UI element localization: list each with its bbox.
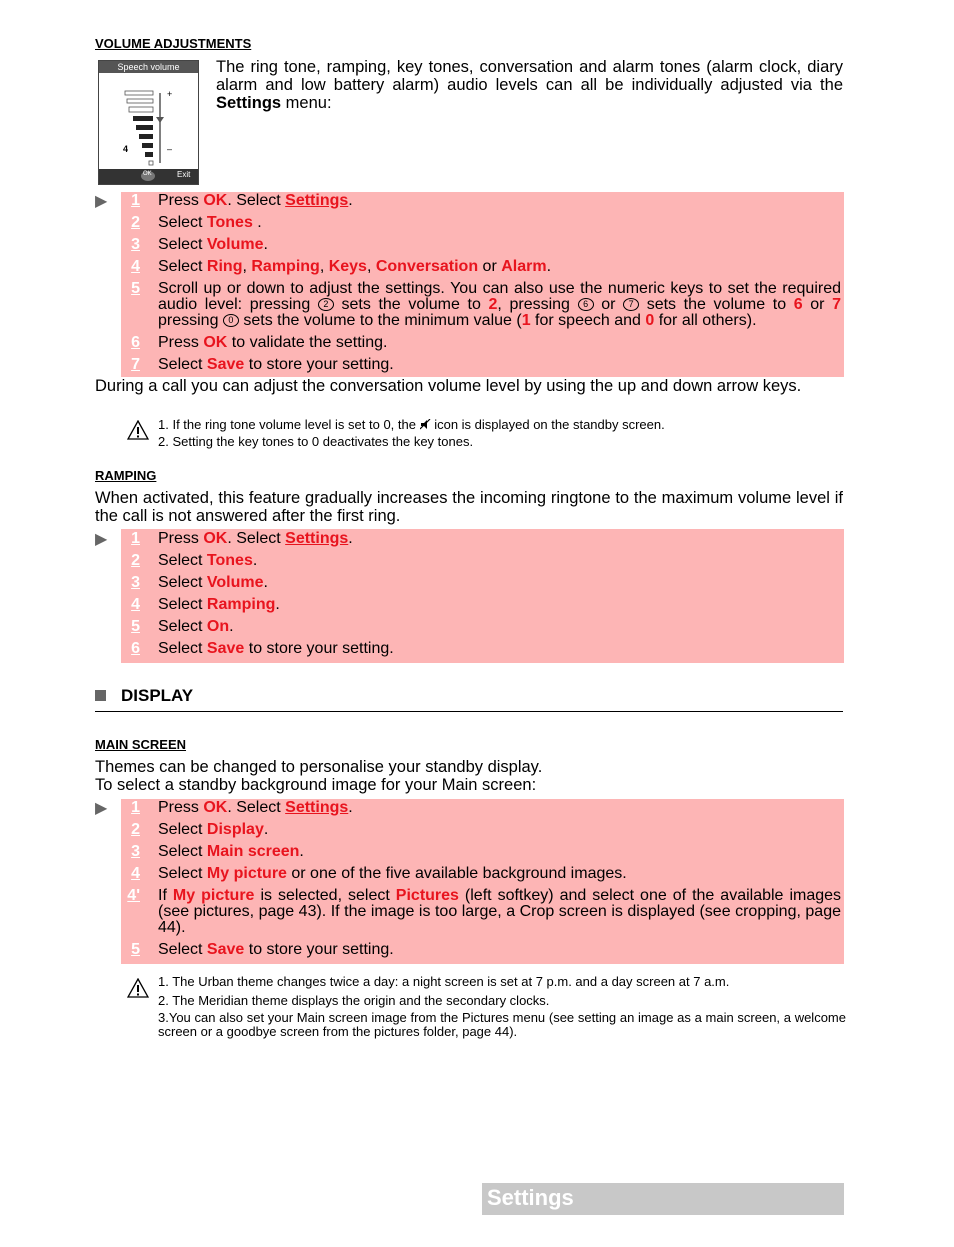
step-text: Select xyxy=(158,214,207,231)
step-text: or one of the five available background images. xyxy=(286,865,627,882)
ramping-section-title: RAMPING xyxy=(95,468,157,483)
step-text: Press xyxy=(158,530,204,547)
ramping-keyword: Ramping xyxy=(251,258,320,275)
value-1: 1 xyxy=(521,312,531,329)
display-note-2: 2. The Meridian theme displays the origin and the secondary clocks. xyxy=(158,993,550,1008)
display-step-4 xyxy=(121,866,844,882)
step-number: 5 xyxy=(131,618,140,635)
ramping-steps-box xyxy=(121,529,844,663)
step-text: Select xyxy=(158,552,207,569)
key-0-icon: 0 xyxy=(223,314,239,327)
display-step-1 xyxy=(121,800,844,816)
footer-chapter-label: Settings xyxy=(487,1185,574,1210)
step-text: pressing xyxy=(158,312,223,329)
phone-exit-softkey: Exit xyxy=(177,170,191,179)
volume-level-value: 4 xyxy=(123,144,129,154)
key-6-icon: 6 xyxy=(578,298,594,311)
volume-keyword: Volume xyxy=(206,574,264,591)
phone-center-key-label: OK xyxy=(143,171,152,177)
ok-keyword: OK xyxy=(203,192,228,209)
settings-link[interactable]: Settings xyxy=(285,192,349,209)
ramping-step-6 xyxy=(121,641,844,657)
my-picture-keyword: My picture xyxy=(206,865,287,882)
save-keyword: Save xyxy=(206,356,245,373)
step-text: Scroll up or down to adjust the settings. You can also use the numeric keys to set the required audio level: pressing xyxy=(158,280,841,313)
display-intro-2: To select a standby background image for your Main screen: xyxy=(95,776,537,794)
step-text: Press xyxy=(158,799,204,816)
speech-volume-phone-screen xyxy=(98,60,199,185)
step-number: 6 xyxy=(131,334,140,351)
volume-step-2 xyxy=(121,215,844,231)
volume-intro-bold: Settings xyxy=(216,94,282,112)
ramping-step-5 xyxy=(121,619,844,635)
step-text: , xyxy=(319,258,329,275)
volume-section-title: VOLUME ADJUSTMENTS xyxy=(95,36,252,51)
step-text: . xyxy=(348,192,353,209)
step-number: 2 xyxy=(131,552,140,569)
step-number: 3 xyxy=(131,843,140,860)
heading-divider xyxy=(95,711,843,712)
pictures-keyword: Pictures xyxy=(395,887,459,904)
ok-keyword: OK xyxy=(203,334,228,351)
display-steps-box xyxy=(121,799,844,964)
step-text: Select xyxy=(158,356,207,373)
volume-after-text: During a call you can adjust the conversation volume level by using the up and down arrow keys. xyxy=(95,377,802,395)
volume-intro-text xyxy=(216,58,843,112)
main-screen-keyword: Main screen xyxy=(206,843,300,860)
step-text: . xyxy=(263,574,268,591)
step-text: . Select xyxy=(227,799,286,816)
step-text: Select xyxy=(158,596,207,613)
step-text: to store your setting. xyxy=(244,356,394,373)
step-text: Select xyxy=(158,865,207,882)
note-text: 1. If the ring tone volume level is set to 0, the xyxy=(158,417,420,432)
volume-keyword: Volume xyxy=(206,236,264,253)
step-number: 7 xyxy=(131,356,140,373)
volume-note-1 xyxy=(158,418,846,432)
conversation-keyword: Conversation xyxy=(375,258,479,275)
step-text: . Select xyxy=(227,530,286,547)
step-number: 5 xyxy=(131,941,140,958)
display-step-2 xyxy=(121,822,844,838)
square-bullet-icon xyxy=(95,690,106,701)
save-keyword: Save xyxy=(206,640,245,657)
step-text: Select xyxy=(158,618,207,635)
step-number: 4' xyxy=(127,887,140,904)
step-text: (left softkey) and select one of the available images (see pictures, page 43). If the image is too large, a Crop screen is displayed (see cropping, page 44). xyxy=(158,887,842,936)
step-text: Select xyxy=(158,574,207,591)
step-text: sets the volume to xyxy=(333,296,489,313)
step-number: 3 xyxy=(131,236,140,253)
step-text: . xyxy=(275,596,280,613)
step-text: Select xyxy=(158,640,207,657)
step-text: , pressing xyxy=(497,296,578,313)
step-text: Press xyxy=(158,192,204,209)
step-text: for speech and xyxy=(530,312,646,329)
display-note-1: 1. The Urban theme changes twice a day: a night screen is set at 7 p.m. and a day screen at 7 a.m. xyxy=(158,974,730,989)
step-text: , xyxy=(366,258,376,275)
value-2: 2 xyxy=(488,296,498,313)
key-2-icon: 2 xyxy=(318,298,334,311)
step-number: 2 xyxy=(131,821,140,838)
step-number: 4 xyxy=(131,596,140,613)
step-number: 1 xyxy=(131,530,140,547)
step-text: to validate the setting. xyxy=(227,334,388,351)
step-text: Select xyxy=(158,258,207,275)
step-text: or xyxy=(478,258,502,275)
step-text: If xyxy=(158,887,173,904)
note-text: icon is displayed on the standby screen. xyxy=(430,417,665,432)
volume-plus-label: + xyxy=(167,89,173,99)
ramping-intro-text: When activated, this feature gradually increases the incoming ringtone to the maximum volume level if the call is not answered after the first ring. xyxy=(95,489,843,525)
step-text: Select xyxy=(158,843,207,860)
step-text: sets the volume to xyxy=(639,296,794,313)
volume-intro-post: menu: xyxy=(281,94,332,112)
step-text: Select xyxy=(158,941,207,958)
step-text: . Select xyxy=(227,192,286,209)
volume-minus-label: – xyxy=(167,144,173,154)
ramping-keyword: Ramping xyxy=(206,596,276,613)
alarm-keyword: Alarm xyxy=(501,258,547,275)
ramping-step-3 xyxy=(121,575,844,591)
step-text: sets the volume to the minimum value ( xyxy=(238,312,522,329)
volume-bars-graphic xyxy=(99,73,198,184)
volume-step-3 xyxy=(121,237,844,253)
step-text: . xyxy=(348,799,353,816)
display-intro-1: Themes can be changed to personalise your standby display. xyxy=(95,758,543,776)
volume-step-5 xyxy=(121,281,844,329)
step-number: 2 xyxy=(131,214,140,231)
main-screen-section-title: MAIN SCREEN xyxy=(95,737,187,752)
ring-keyword: Ring xyxy=(206,258,243,275)
step-text: . xyxy=(263,821,269,838)
step-text: . xyxy=(263,236,268,253)
value-7: 7 xyxy=(832,296,842,313)
volume-steps-box xyxy=(121,192,844,377)
step-text: or xyxy=(593,296,624,313)
warning-icon xyxy=(127,420,149,440)
step-text: . xyxy=(299,843,304,860)
display-step-4b xyxy=(121,888,844,936)
silent-icon xyxy=(420,419,431,430)
step-text: is selected, select xyxy=(254,887,396,904)
phone-screen-header: Speech volume xyxy=(99,61,198,73)
key-7-icon: 7 xyxy=(623,298,639,311)
warning-icon xyxy=(127,978,149,998)
tones-keyword: Tones xyxy=(206,214,253,231)
settings-link[interactable]: Settings xyxy=(285,530,349,547)
my-picture-keyword: My picture xyxy=(172,887,255,904)
step-text: Select xyxy=(158,821,207,838)
ok-keyword: OK xyxy=(203,530,228,547)
display-step-5 xyxy=(121,942,844,958)
volume-step-7 xyxy=(121,357,844,373)
step-number: 6 xyxy=(131,640,140,657)
display-note-3: 3.You can also set your Main screen image from the Pictures menu (see setting an image as a main screen, a welcome screen or a goodbye screen from the pictures folder, page 44). xyxy=(158,1010,846,1039)
step-text: to store your setting. xyxy=(244,941,394,958)
display-heading: DISPLAY xyxy=(121,686,194,705)
triangle-bullet-icon: ▶ xyxy=(95,531,108,548)
step-text: Select xyxy=(158,236,207,253)
step-text: . xyxy=(546,258,552,275)
ramping-step-1 xyxy=(121,531,844,547)
display-keyword: Display xyxy=(206,821,264,838)
step-text: . xyxy=(252,552,258,569)
step-number: 1 xyxy=(131,799,140,816)
value-0: 0 xyxy=(645,312,655,329)
volume-step-6 xyxy=(121,335,844,351)
ok-keyword: OK xyxy=(203,799,228,816)
step-number: 4 xyxy=(131,865,140,882)
value-6: 6 xyxy=(793,296,803,313)
tones-keyword: Tones xyxy=(206,552,253,569)
volume-step-1 xyxy=(121,193,844,209)
display-step-3 xyxy=(121,844,844,860)
volume-step-4 xyxy=(121,259,844,275)
footer-bar xyxy=(482,1183,844,1215)
ramping-step-2 xyxy=(121,553,844,569)
step-text: to store your setting. xyxy=(244,640,394,657)
step-text: or xyxy=(802,296,833,313)
save-keyword: Save xyxy=(206,941,245,958)
settings-link[interactable]: Settings xyxy=(285,799,349,816)
step-text: Press xyxy=(158,334,204,351)
volume-intro-pre: The ring tone, ramping, key tones, conversation and alarm tones (alarm clock, diary alarm and low battery alarm) audio levels can all be individually adjusted via the xyxy=(216,58,843,94)
step-text: . xyxy=(348,530,353,547)
on-keyword: On xyxy=(206,618,230,635)
step-text: for all others). xyxy=(654,312,757,329)
step-text: . xyxy=(229,618,234,635)
step-number: 1 xyxy=(131,192,140,209)
triangle-bullet-icon: ▶ xyxy=(95,193,108,210)
step-number: 5 xyxy=(131,280,140,297)
step-text: . xyxy=(252,214,262,231)
volume-note-2: 2. Setting the key tones to 0 deactivates the key tones. xyxy=(158,434,474,449)
triangle-bullet-icon: ▶ xyxy=(95,800,108,817)
step-number: 3 xyxy=(131,574,140,591)
step-text: , xyxy=(242,258,252,275)
ramping-step-4 xyxy=(121,597,844,613)
step-number: 4 xyxy=(131,258,140,275)
keys-keyword: Keys xyxy=(328,258,367,275)
